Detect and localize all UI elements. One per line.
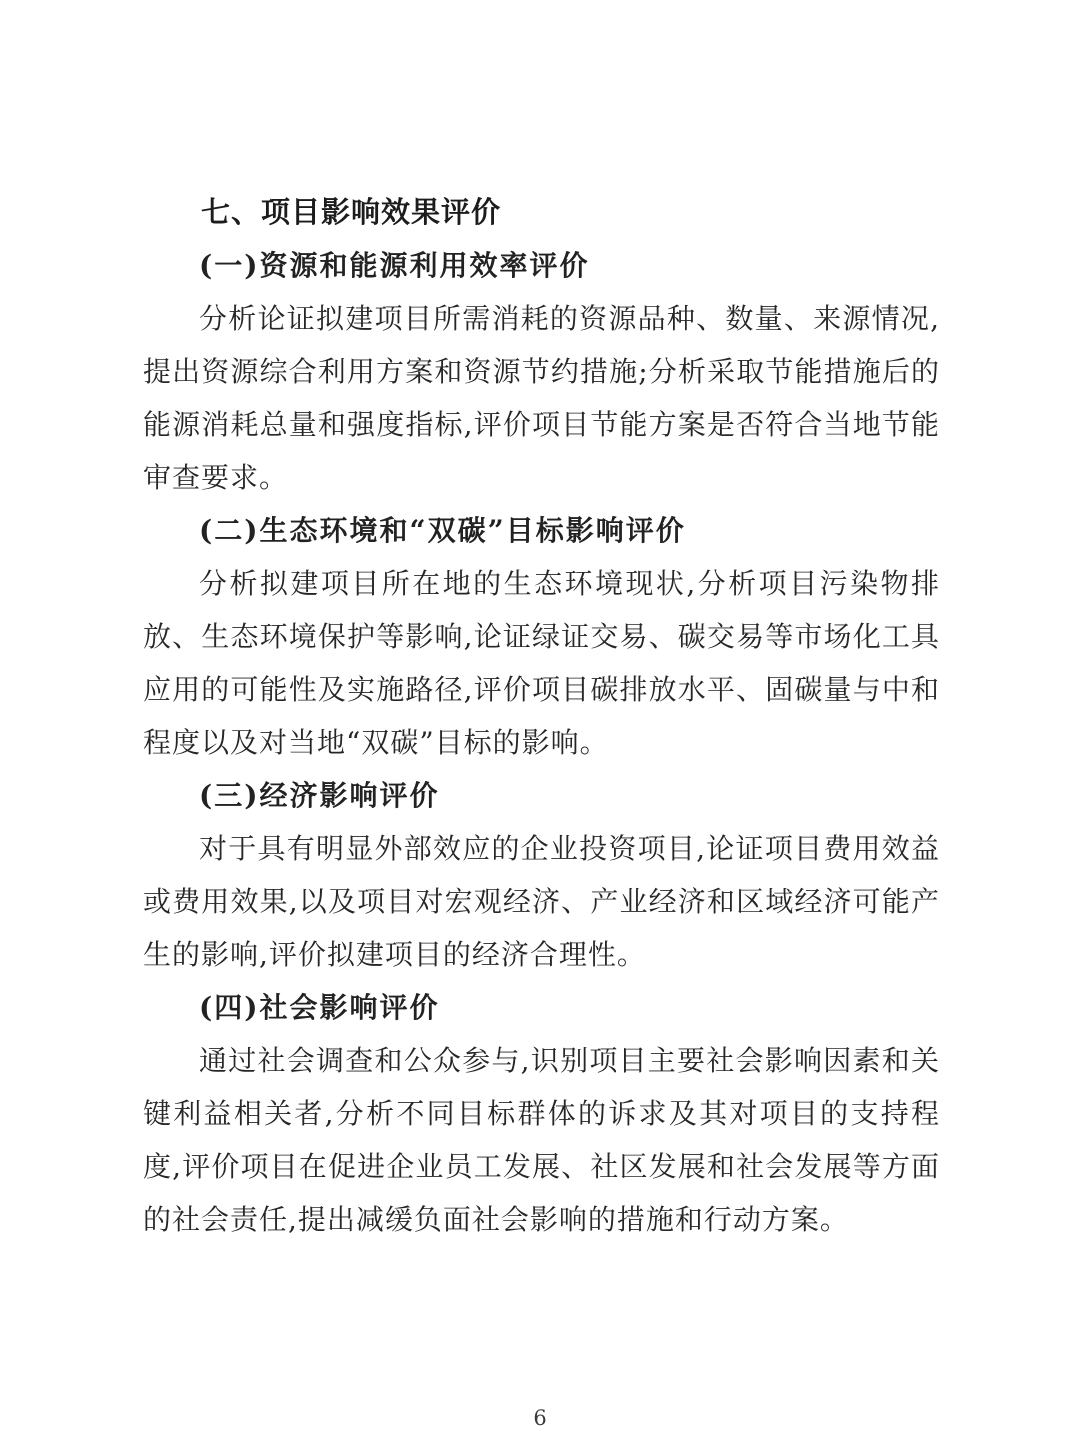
chapter-heading: 七、项目影响效果评价: [201, 195, 502, 229]
section-title-4: (四)社会影响评价: [199, 991, 440, 1024]
section-paragraph-2: 分析拟建项目所在地的生态环境现状,分析项目污染物排放、生态环境保护等影响,论证绿证交易、碳交易等市场化工具应用的可能性及实施路径,评价项目碳排放水平、固碳量与中和程度以及对当地“双碳”目标的影响。: [143, 567, 940, 759]
section-paragraph-1: 分析论证拟建项目所需消耗的资源品种、数量、来源情况,提出资源综合利用方案和资源节约措施;分析采取节能措施后的能源消耗总量和强度指标,评价项目节能方案是否符合当地节能审查要求。: [143, 302, 940, 494]
section-title-2: (二)生态环境和“双碳”目标影响评价: [199, 514, 686, 547]
section-paragraph-4: 通过社会调查和公众参与,识别项目主要社会影响因素和关键利益相关者,分析不同目标群体的诉求及其对项目的支持程度,评价项目在促进企业员工发展、社区发展和社会发展等方面的社会责任,提出减缓负面社会影响的措施和行动方案。: [143, 1044, 940, 1236]
section-paragraph-3: 对于具有明显外部效应的企业投资项目,论证项目费用效益或费用效果,以及项目对宏观经济、产业经济和区域经济可能产生的影响,评价拟建项目的经济合理性。: [143, 832, 940, 971]
page-number: 6: [533, 1406, 547, 1430]
section-title-3: (三)经济影响评价: [199, 779, 440, 812]
section-title-1: (一)资源和能源利用效率评价: [199, 249, 590, 282]
document-body: [143, 186, 940, 1246]
